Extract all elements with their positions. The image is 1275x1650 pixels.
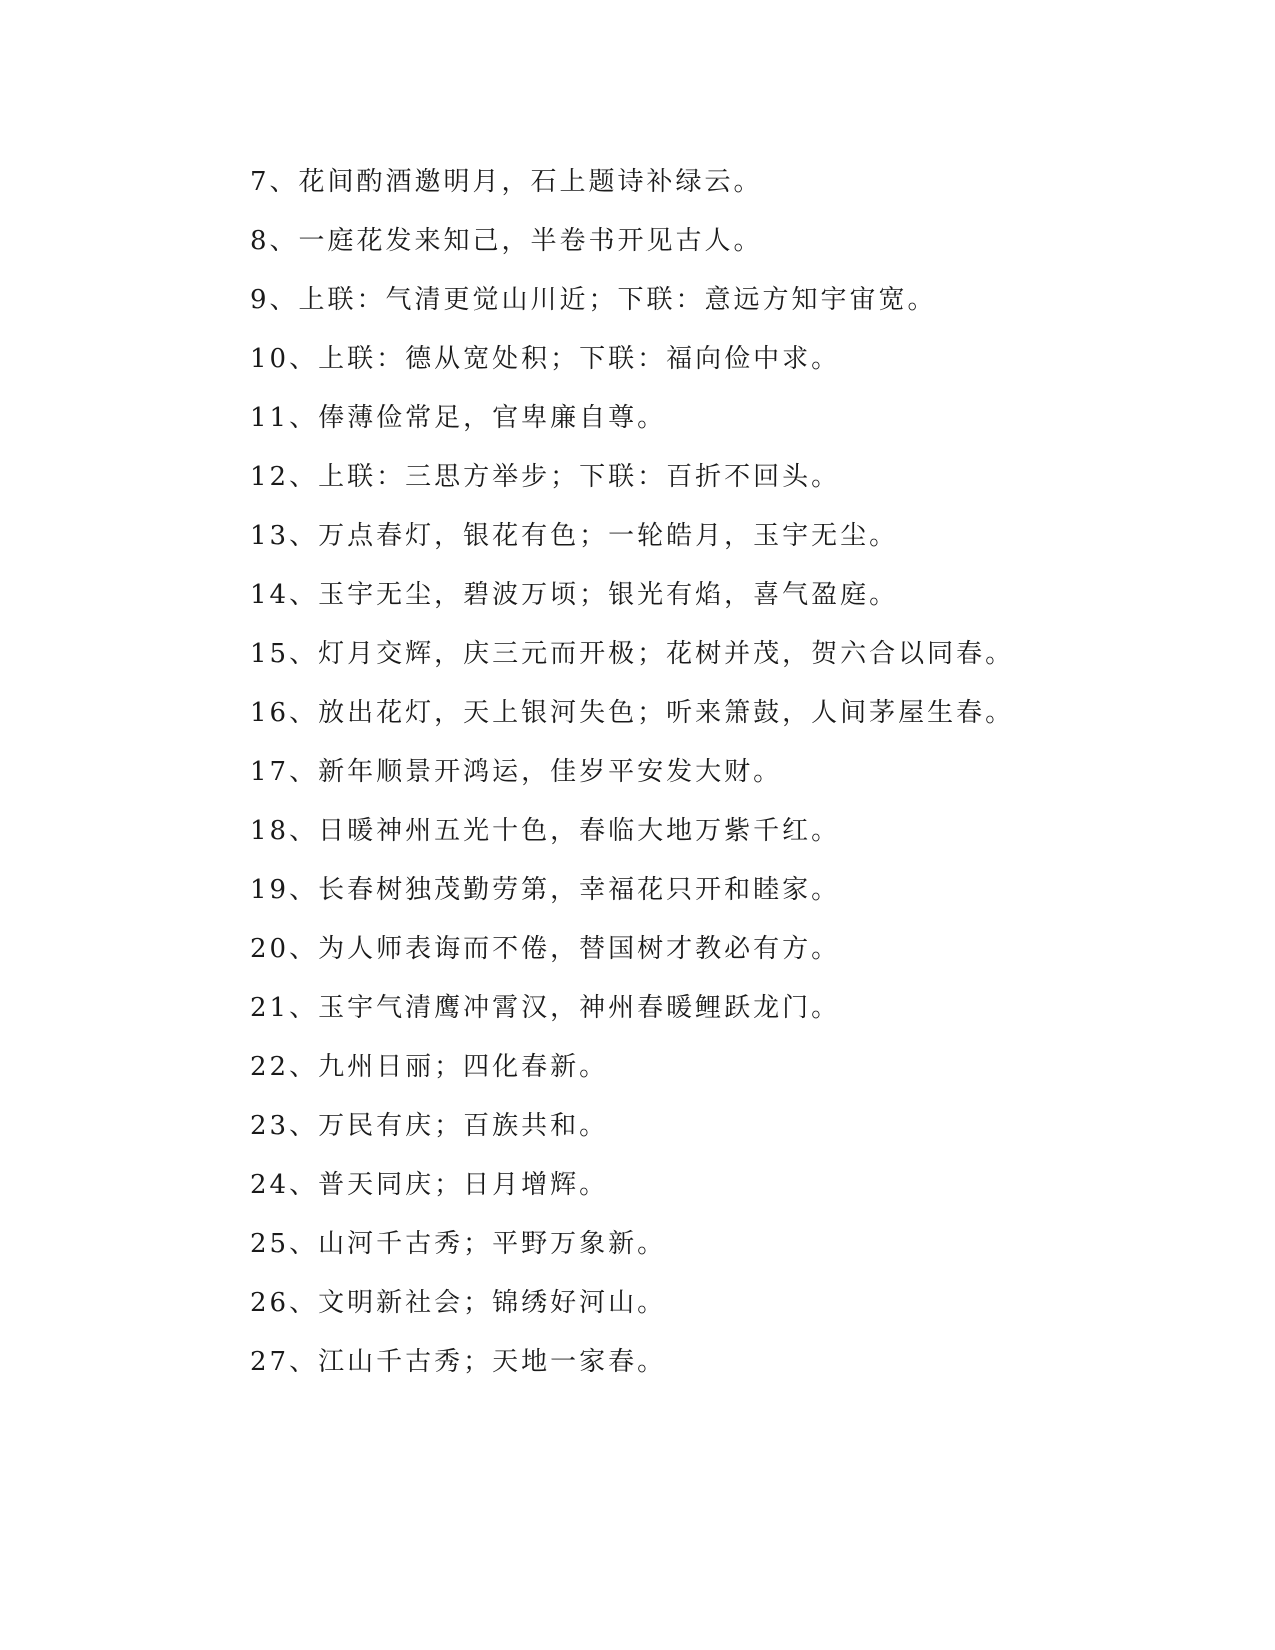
list-item: 8、一庭花发来知己，半卷书开见古人。 — [250, 226, 763, 256]
list-item: 7、花间酌酒邀明月，石上题诗补绿云。 — [250, 167, 763, 197]
list-item: 22、九州日丽；四化春新。 — [250, 1052, 609, 1082]
list-item: 24、普天同庆；日月增辉。 — [250, 1170, 609, 1200]
list-item: 18、日暖神州五光十色，春临大地万紫千红。 — [250, 816, 841, 846]
list-item: 23、万民有庆；百族共和。 — [250, 1111, 609, 1141]
list-item: 10、上联：德从宽处积；下联：福向俭中求。 — [250, 344, 841, 374]
list-item: 20、为人师表诲而不倦，替国树才教必有方。 — [250, 934, 841, 964]
couplet-list — [250, 160, 1014, 1399]
list-item: 21、玉宇气清鹰冲霄汉，神州春暖鲤跃龙门。 — [250, 993, 841, 1023]
list-item: 16、放出花灯，天上银河失色；听来箫鼓，人间茅屋生春。 — [250, 698, 1015, 728]
list-item: 26、文明新社会；锦绣好河山。 — [250, 1288, 667, 1318]
list-item: 27、江山千古秀；天地一家春。 — [250, 1347, 667, 1377]
list-item: 19、长春树独茂勤劳第，幸福花只开和睦家。 — [250, 875, 841, 905]
list-item: 11、俸薄俭常足，官卑廉自尊。 — [250, 403, 667, 433]
list-item: 15、灯月交辉，庆三元而开极；花树并茂，贺六合以同春。 — [250, 639, 1015, 669]
list-item: 13、万点春灯，银花有色；一轮皓月，玉宇无尘。 — [250, 521, 899, 551]
list-item: 17、新年顺景开鸿运，佳岁平安发大财。 — [250, 757, 783, 787]
list-item: 25、山河千古秀；平野万象新。 — [250, 1229, 667, 1259]
list-item: 14、玉宇无尘，碧波万顷；银光有焰，喜气盈庭。 — [250, 580, 899, 610]
list-item: 12、上联：三思方举步；下联：百折不回头。 — [250, 462, 841, 492]
list-item: 9、上联：气清更觉山川近；下联：意远方知宇宙宽。 — [250, 285, 937, 315]
